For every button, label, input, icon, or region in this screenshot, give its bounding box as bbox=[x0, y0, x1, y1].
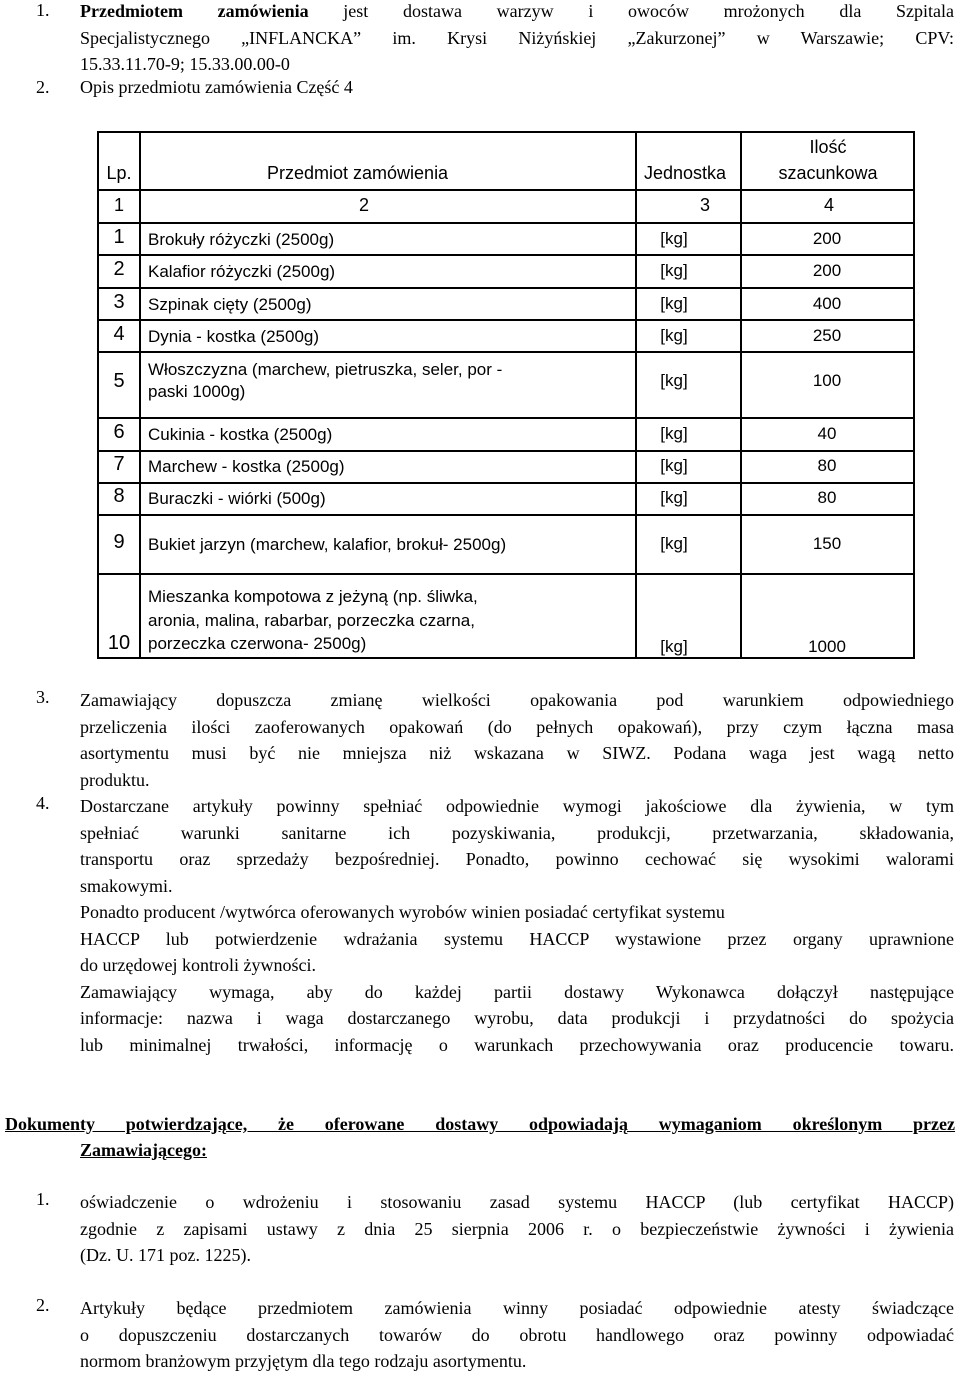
section-4-line: do urzędowej kontroli żywności. bbox=[80, 955, 316, 975]
row-lp: 5 bbox=[113, 370, 125, 392]
row-qty: 250 bbox=[812, 326, 842, 345]
section-1-line-2: Specjalistycznego „INFLANCKA” im. Krysi Niżyńskiej „Zakurzonej” w Warszawie; CPV: bbox=[80, 27, 954, 48]
document-1-line: zgodnie z zapisami ustawy z dnia 25 sierpnia 2006 r. o bezpieczeństwie żywności i żywienia bbox=[80, 1218, 954, 1239]
row-item: Kalafior różyczki (2500g) bbox=[148, 262, 336, 281]
row-lp: 9 bbox=[113, 531, 125, 553]
section-4-line: Ponadto producent /wytwórca oferowanych wyrobów winien posiadać certyfikat systemu bbox=[80, 902, 725, 922]
document-2-line: normom branżowym przyjętym dla tego rodzaju asortymentu. bbox=[80, 1351, 527, 1371]
table-row-divider bbox=[99, 514, 913, 516]
row-qty: 40 bbox=[817, 424, 837, 443]
row-qty: 1000 bbox=[808, 637, 846, 656]
section-1-line-1: Przedmiotem zamówienia jest dostawa warzyw i owoców mrożonych dla Szpitala bbox=[80, 1, 954, 21]
table-row-divider bbox=[99, 287, 913, 289]
section-4-number: 4. bbox=[36, 793, 50, 813]
section-4-line: lub minimalnej trwałości, informację o warunkach przechowywania oraz producencie towaru. bbox=[80, 1034, 954, 1055]
header-unit: Jednostka bbox=[643, 163, 727, 183]
row-unit: [kg] bbox=[660, 534, 688, 553]
section-4-line: Zamawiający wymaga, aby do każdej partii dostawy Wykonawca dołączył następujące bbox=[80, 981, 954, 1002]
header-qty-line1: Ilość bbox=[809, 137, 847, 157]
row-lp: 2 bbox=[113, 258, 125, 280]
row-item: Włoszczyzna (marchew, pietruszka, seler, por - paski 1000g) bbox=[148, 360, 503, 401]
table-row-divider bbox=[99, 222, 913, 224]
row-qty: 400 bbox=[812, 294, 842, 313]
row-item: Szpinak cięty (2500g) bbox=[148, 295, 312, 314]
row-lp: 3 bbox=[113, 291, 125, 313]
table-row-divider bbox=[99, 351, 913, 353]
document-1-number: 1. bbox=[36, 1189, 50, 1209]
document-2-text bbox=[80, 1295, 954, 1375]
section-2-number: 2. bbox=[36, 77, 50, 97]
table-col-divider bbox=[139, 133, 141, 657]
table-row-divider bbox=[99, 417, 913, 419]
section-3-text bbox=[80, 687, 954, 793]
row-lp: 7 bbox=[113, 453, 125, 475]
row-item: Bukiet jarzyn (marchew, kalafior, brokuł- 2500g) bbox=[148, 535, 507, 554]
column-number: 4 bbox=[823, 195, 834, 215]
column-number: 3 bbox=[699, 195, 710, 215]
row-unit: [kg] bbox=[660, 261, 688, 280]
document-1-text bbox=[80, 1189, 954, 1269]
row-item: Marchew - kostka (2500g) bbox=[148, 457, 345, 476]
row-qty: 150 bbox=[812, 534, 842, 553]
row-lp: 4 bbox=[113, 323, 125, 345]
row-item: Mieszanka kompotowa z jeżyną (np. śliwka, aronia, malina, rabarbar, porzeczka czarna, porzeczka czerwona- 2500g) bbox=[148, 587, 478, 653]
row-unit: [kg] bbox=[660, 371, 688, 390]
row-unit: [kg] bbox=[660, 326, 688, 345]
section-2-text: Opis przedmiotu zamówienia Część 4 bbox=[80, 77, 353, 97]
row-qty: 200 bbox=[812, 261, 842, 280]
section-3-line: produktu. bbox=[80, 769, 150, 790]
row-qty: 100 bbox=[812, 371, 842, 390]
row-lp: 6 bbox=[113, 421, 125, 443]
row-lp: 8 bbox=[113, 485, 125, 507]
header-lp: Lp. bbox=[106, 163, 132, 183]
section-3-number: 3. bbox=[36, 687, 50, 707]
table-row-divider bbox=[99, 319, 913, 321]
section-4-line: Dostarczane artykuły powinny spełniać odpowiednie wymogi jakościowe dla żywienia, w tym bbox=[80, 796, 954, 816]
row-qty: 80 bbox=[817, 456, 837, 475]
document-2-line: Artykuły będące przedmiotem zamówienia winny posiadać odpowiednie atesty świadczące bbox=[80, 1298, 954, 1318]
section-1-bold: Przedmiotem zamówienia bbox=[80, 1, 309, 21]
document-1-line: (Dz. U. 171 poz. 1225). bbox=[80, 1245, 251, 1265]
row-item: Brokuły różyczki (2500g) bbox=[148, 230, 335, 249]
order-table bbox=[97, 131, 915, 659]
section-4-line: HACCP lub potwierdzenie wdrażania systemu HACCP wystawione przez organy uprawnione bbox=[80, 928, 954, 949]
column-number: 1 bbox=[113, 195, 124, 215]
column-number: 2 bbox=[359, 195, 370, 215]
header-item: Przedmiot zamówienia bbox=[267, 163, 449, 183]
section-1-line-3: 15.33.11.70-9; 15.33.00.00-0 bbox=[80, 54, 290, 74]
table-row-divider bbox=[99, 573, 913, 575]
table-row-divider bbox=[99, 450, 913, 452]
documents-heading: Dokumenty potwierdzające, że oferowane dostawy odpowiadają wymaganiom określonym przez bbox=[5, 1114, 955, 1134]
row-item: Buraczki - wiórki (500g) bbox=[148, 489, 326, 508]
document-2-line: o dopuszczeniu dostarczanych towarów do obrotu handlowego oraz powinny odpowiadać bbox=[80, 1324, 954, 1345]
row-unit: [kg] bbox=[660, 229, 688, 248]
document-1-line: oświadczenie o wdrożeniu i stosowaniu zasad systemu HACCP (lub certyfikat HACCP) bbox=[80, 1192, 954, 1212]
section-3-line: asortymentu musi być nie mniejsza niż wskazana w SIWZ. Podana waga jest wagą netto bbox=[80, 743, 954, 763]
row-lp: 10 bbox=[107, 632, 131, 654]
row-lp: 1 bbox=[113, 226, 125, 248]
section-4-line: informacje: nazwa i waga dostarczanego wyrobu, data produkcji i przydatności do spożycia bbox=[80, 1008, 954, 1028]
section-3-line: Zamawiający dopuszcza zmianę wielkości opakowania pod warunkiem odpowiedniego bbox=[80, 690, 954, 710]
section-4-line: transportu oraz sprzedaży bezpośredniej. Ponadto, powinno cechować się wysokimi walorami bbox=[80, 849, 954, 869]
row-item: Dynia - kostka (2500g) bbox=[148, 327, 320, 346]
section-1-text bbox=[80, 0, 954, 78]
section-4-line: smakowymi. bbox=[80, 875, 173, 896]
row-unit: [kg] bbox=[660, 294, 688, 313]
section-4-text bbox=[80, 793, 954, 1058]
table-row-divider bbox=[99, 482, 913, 484]
table-row-divider bbox=[99, 254, 913, 256]
row-unit: [kg] bbox=[660, 424, 688, 443]
row-qty: 80 bbox=[817, 488, 837, 507]
documents-heading-continued: Zamawiającego: bbox=[80, 1140, 207, 1160]
row-unit: [kg] bbox=[660, 456, 688, 475]
row-qty: 200 bbox=[812, 229, 842, 248]
section-3-line: przeliczenia ilości zaoferowanych opakowań (do pełnych opakowań), przy czym łączna masa bbox=[80, 716, 954, 737]
header-qty-line2: szacunkowa bbox=[778, 163, 878, 183]
document-2-number: 2. bbox=[36, 1295, 50, 1315]
row-unit: [kg] bbox=[660, 637, 688, 656]
row-item: Cukinia - kostka (2500g) bbox=[148, 425, 333, 444]
section-4-line: spełniać warunki sanitarne ich pozyskiwania, produkcji, przetwarzania, składowania, bbox=[80, 822, 954, 843]
table-row-divider bbox=[99, 189, 913, 191]
section-1-number: 1. bbox=[36, 0, 50, 20]
row-unit: [kg] bbox=[660, 488, 688, 507]
